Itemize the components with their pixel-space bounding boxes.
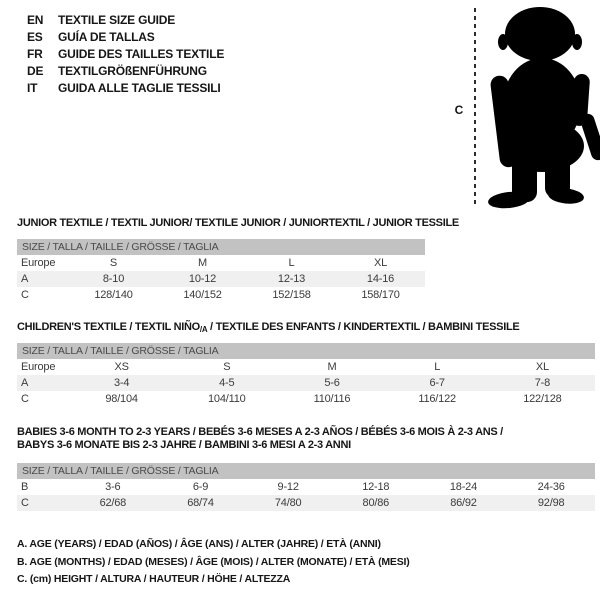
language-row (27, 79, 224, 96)
babies-size-table-body (17, 479, 595, 511)
language-title: TEXTILE SIZE GUIDE (58, 12, 176, 27)
row-label-cell: C (21, 289, 29, 301)
footnote-a: A. AGE (YEARS) / EDAD (AÑOS) / ÂGE (ANS) / ALTER (JAHRE) / ETÀ (ANNI) (17, 538, 381, 550)
size-header-bar: SIZE / TALLA / TAILLE / GRÖSSE / TAGLIA (17, 463, 595, 479)
language-code: FR (27, 46, 43, 61)
value-cell: 92/98 (537, 497, 565, 509)
language-title: GUIDA ALLE TAGLIE TESSILI (58, 80, 221, 95)
size-header-bar: SIZE / TALLA / TAILLE / GRÖSSE / TAGLIA (17, 343, 595, 359)
value-cell: S (109, 257, 118, 269)
language-title: GUÍA DE TALLAS (58, 29, 155, 44)
value-cell: L (434, 361, 441, 373)
value-cell: 110/116 (313, 393, 351, 405)
row-label-cell: Europe (21, 361, 56, 373)
value-cell: 6-7 (429, 377, 445, 389)
value-cell: 4-5 (219, 377, 235, 389)
value-cell: 86/92 (450, 497, 477, 509)
size-table-row (17, 287, 425, 303)
value-cell: 3-4 (113, 377, 130, 389)
size-table-row (17, 495, 595, 511)
height-measure-label: C (454, 103, 464, 117)
value-cell: 12-13 (277, 273, 306, 285)
language-guide-list (27, 11, 224, 96)
value-cell: 68/74 (187, 497, 214, 509)
value-cell: M (327, 361, 337, 373)
value-cell: 152/158 (272, 289, 311, 301)
language-code: DE (27, 63, 44, 78)
value-cell: 128/140 (94, 289, 133, 301)
value-cell: 18-24 (449, 481, 478, 493)
value-cell: 122/128 (523, 393, 562, 405)
language-row (27, 62, 224, 79)
value-cell: 80/86 (362, 497, 390, 509)
section-title-subscript: /A (199, 325, 208, 334)
row-label-cell: C (21, 393, 29, 405)
junior-size-table-body (17, 255, 425, 303)
value-cell: XL (535, 361, 549, 373)
value-cell: 140/152 (183, 289, 222, 301)
size-table-row (17, 255, 425, 271)
value-cell: 12-18 (362, 481, 390, 493)
language-code: ES (27, 29, 43, 44)
value-cell: 14-16 (366, 273, 395, 285)
language-row (27, 28, 224, 45)
value-cell: 10-12 (188, 273, 217, 285)
value-cell: 62/68 (99, 497, 127, 509)
language-code: IT (27, 80, 38, 95)
value-cell: 98/104 (105, 393, 138, 405)
value-cell: L (288, 257, 295, 269)
size-table-row (17, 375, 595, 391)
value-cell: 24-36 (537, 481, 565, 493)
value-cell: 8-10 (102, 273, 125, 285)
language-title: GUIDE DES TAILLES TEXTILE (58, 46, 225, 61)
row-label-cell: Europe (21, 257, 56, 269)
value-cell: 5-6 (324, 377, 340, 389)
language-title: TEXTILGRÖßENFÜHRUNG (58, 63, 207, 78)
row-label-cell: C (21, 497, 29, 509)
value-cell: 116/122 (418, 393, 456, 405)
junior-size-table (17, 255, 425, 303)
row-label-cell: B (21, 481, 29, 493)
language-row (27, 11, 224, 28)
value-cell: 9-12 (277, 481, 299, 493)
value-cell: 3-6 (105, 481, 121, 493)
babies-size-table (17, 479, 595, 511)
value-cell: XS (114, 361, 129, 373)
section-title-line2: BABYS 3-6 MONATE BIS 2-3 JAHRE / BAMBINI 3-6 MESI A 2-3 ANNI (17, 439, 351, 451)
value-cell: 104/110 (208, 393, 246, 405)
baby-silhouette-icon (482, 4, 600, 212)
size-header-bar: SIZE / TALLA / TAILLE / GRÖSSE / TAGLIA (17, 239, 425, 255)
footnote-c: C. (cm) HEIGHT / ALTURA / HAUTEUR / HÖHE / ALTEZZA (17, 573, 291, 585)
section-title-text: CHILDREN'S TEXTILE / TEXTIL NIÑO (17, 321, 200, 333)
footnote-legend (17, 536, 410, 589)
language-row (27, 45, 224, 62)
section-title-junior: JUNIOR TEXTILE / TEXTIL JUNIOR/ TEXTILE JUNIOR / JUNIORTEXTIL / JUNIOR TESSILE (17, 217, 459, 229)
height-measure-dashed-line (474, 8, 476, 207)
value-cell: 74/80 (274, 497, 302, 509)
value-cell: M (198, 257, 207, 269)
section-title-line1: BABIES 3-6 MONTH TO 2-3 YEARS / BEBÉS 3-6 MESES A 2-3 AÑOS / BÉBÉS 3-6 MOIS À 2-3 ANS / (17, 426, 503, 438)
size-table-row (17, 271, 425, 287)
row-label-cell: A (21, 377, 29, 389)
footnote-b: B. AGE (MONTHS) / EDAD (MESES) / ÂGE (MOIS) / ALTER (MONATE) / ETÀ (MESI) (17, 555, 410, 568)
children-size-table (17, 359, 595, 407)
value-cell: 6-9 (192, 481, 209, 493)
section-title-text: / TEXTILE DES ENFANTS / KINDERTEXTIL / BAMBINI TESSILE (207, 321, 520, 333)
size-table-row (17, 391, 595, 407)
children-size-table-body (17, 359, 595, 407)
value-cell: 7-8 (534, 377, 551, 389)
language-code: EN (27, 12, 44, 27)
section-title-babies (17, 426, 503, 452)
section-title-children (17, 321, 519, 336)
size-table-row (17, 359, 595, 375)
size-table-row (17, 479, 595, 495)
value-cell: 158/170 (361, 289, 400, 301)
value-cell: S (223, 361, 231, 373)
value-cell: XL (373, 257, 388, 269)
row-label-cell: A (21, 273, 29, 285)
